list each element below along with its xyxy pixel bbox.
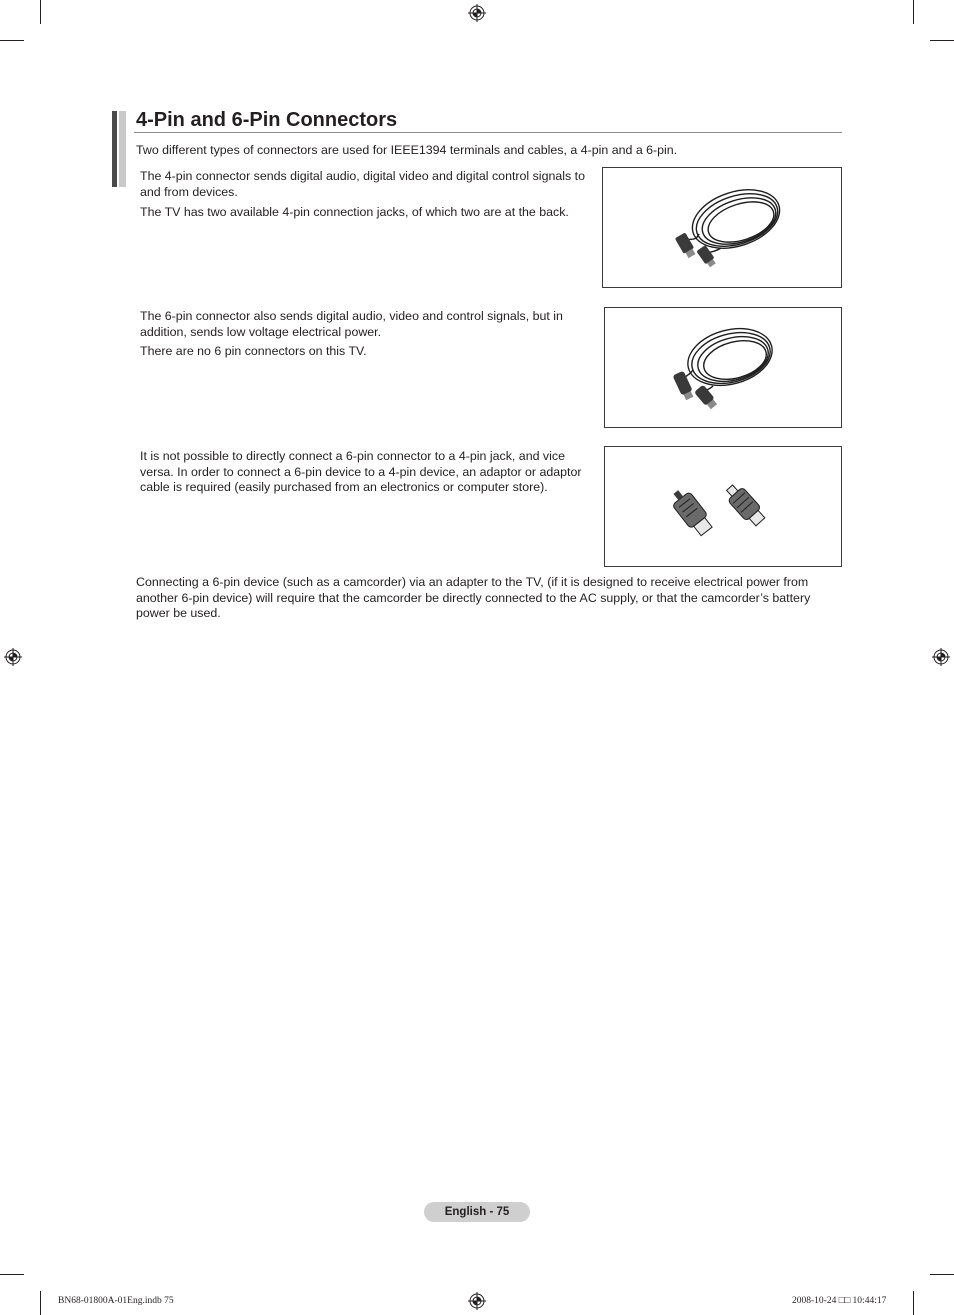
closing-paragraph: Connecting a 6-pin device (such as a camcorder) via an adapter to the TV, (if it is designed to receive electrical power from another 6-pin device) will require that the camcorder be directly connected to the AC supply, or that the camcorder’s battery power be used. [136, 575, 811, 620]
print-slug-file: BN68-01800A-01Eng.indb 75 [58, 1296, 174, 1306]
registration-mark-icon [468, 4, 486, 22]
figure-4-pin-cable [602, 167, 842, 288]
crop-mark-icon [0, 1274, 24, 1275]
4-pin-cable-icon [603, 168, 841, 287]
page-number-badge: English - 75 [424, 1202, 530, 1222]
section-accent-bar [112, 111, 117, 187]
registration-mark-icon [932, 648, 950, 666]
crop-mark-icon [40, 0, 41, 24]
intro-paragraph: Two different types of connectors are used for IEEE1394 terminals and cables, a 4-pin and a 6-pin. [136, 143, 678, 157]
crop-mark-icon [913, 1291, 914, 1315]
block-2-text: There are no 6 pin connectors on this TV. [140, 344, 367, 358]
block-2-text: The 6-pin connector also sends digital audio, video and control signals, but in addition, sends low voltage electrical power. [140, 309, 563, 339]
print-slug-date: 2008-10-24 □□ 10:44:17 [792, 1296, 887, 1306]
figure-adaptor-plugs [604, 446, 842, 567]
adaptor-plugs-icon [605, 447, 841, 566]
registration-mark-icon [4, 648, 22, 666]
crop-mark-icon [913, 0, 914, 24]
crop-mark-icon [40, 1291, 41, 1315]
block-1-text: The TV has two available 4-pin connection jacks, of which two are at the back. [140, 205, 569, 219]
crop-mark-icon [930, 1274, 954, 1275]
section-accent-bar [119, 111, 126, 187]
crop-mark-icon [930, 40, 954, 41]
title-divider [134, 132, 842, 133]
registration-mark-icon [468, 1292, 486, 1310]
page-title: 4-Pin and 6-Pin Connectors [136, 109, 398, 131]
6-pin-cable-icon [605, 308, 841, 427]
figure-6-pin-cable [604, 307, 842, 428]
crop-mark-icon [0, 40, 24, 41]
block-3-text: It is not possible to directly connect a 6-pin connector to a 4-pin jack, and vice versa. In order to connect a 6-pin device to a 4-pin device, an adaptor or adaptor cable is required (easily purchased from an electronics or computer store). [140, 449, 582, 494]
block-1-text: The 4-pin connector sends digital audio, digital video and digital control signals to and from devices. [140, 169, 585, 199]
